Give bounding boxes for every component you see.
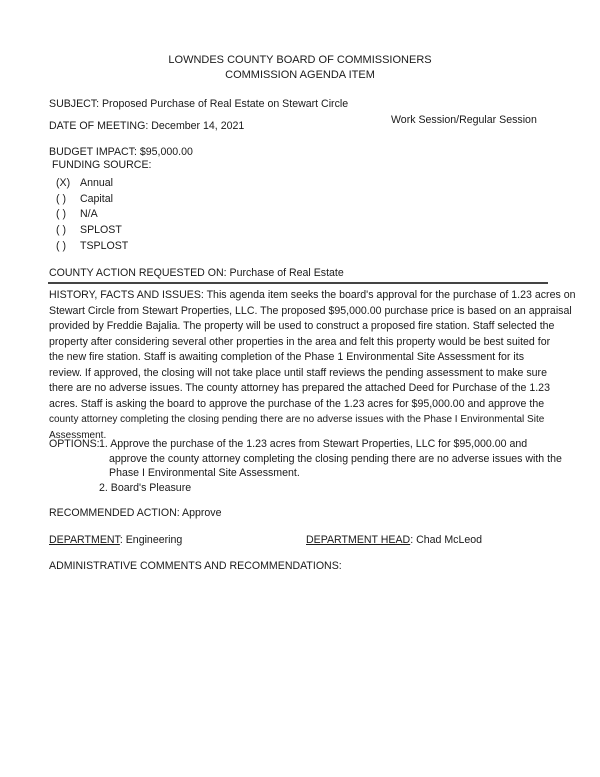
header-line-2: COMMISSION AGENDA ITEM xyxy=(225,69,375,81)
department-head-value: : Chad McLeod xyxy=(410,534,483,546)
department-head-label: DEPARTMENT HEAD xyxy=(306,534,411,546)
history-line: the new fire station. Staff is awaiting completion of the Phase 1 Environmental Site Assessment for its xyxy=(49,351,525,363)
funding-option-mark: ( ) xyxy=(56,224,66,237)
funding-option-label: Annual xyxy=(80,177,113,189)
history-line: there are no adverse issues. The county attorney has prepared the attached Deed for Purchase of the 1.23 xyxy=(49,382,550,394)
options-label: OPTIONS: xyxy=(49,438,100,450)
subject: SUBJECT: Proposed Purchase of Real Estate on Stewart Circle xyxy=(49,98,349,110)
budget-impact: BUDGET IMPACT: $95,000.00 xyxy=(49,146,193,158)
department-label: DEPARTMENT xyxy=(49,534,120,546)
option-line: approve the county attorney completing the closing pending there are no adverse issues with the xyxy=(109,452,562,465)
header-line-1: LOWNDES COUNTY BOARD OF COMMISSIONERS xyxy=(168,54,432,66)
funding-option-mark: ( ) xyxy=(56,239,66,252)
history-line: acres. Staff is asking the board to approve the purchase of the 1.23 acres for $95,000.00 and approve the xyxy=(49,397,545,410)
history-line: county attorney completing the closing pending there are no adverse issues with the Phase I Environmental Site xyxy=(49,414,545,425)
history-line: Stewart Circle from Stewart Properties, LLC. The proposed $95,000.00 purchase price is based on an appraisal xyxy=(49,304,572,317)
funding-option-label: TSPLOST xyxy=(80,239,129,252)
funding-source-label: FUNDING SOURCE: xyxy=(52,159,152,171)
funding-option-mark: (X) xyxy=(56,177,71,189)
recommended-action: RECOMMENDED ACTION: Approve xyxy=(49,507,222,519)
administrative-comments: ADMINISTRATIVE COMMENTS AND RECOMMENDATIONS: xyxy=(49,560,342,572)
funding-option-label: SPLOST xyxy=(80,224,122,237)
option-line: 2. Board's Pleasure xyxy=(99,481,192,494)
action-requested: COUNTY ACTION REQUESTED ON: Purchase of Real Estate xyxy=(49,267,344,279)
option-line: 1. Approve the purchase of the 1.23 acres from Stewart Properties, LLC for $95,000.00 and xyxy=(99,438,528,450)
history-line: property after considering several other properties in the area and felt this property would be best suited for xyxy=(49,335,551,348)
department-head xyxy=(306,534,482,547)
funding-option-label: N/A xyxy=(80,208,98,221)
divider xyxy=(48,282,548,284)
funding-option-mark: ( ) xyxy=(56,192,66,205)
funding-option-mark: ( ) xyxy=(56,208,66,221)
history-line: review. If approved, the closing will not take place until staff reviews the pending assessment to make sure xyxy=(49,366,547,379)
meeting-date: DATE OF MEETING: December 14, 2021 xyxy=(49,120,245,132)
department-value: : Engineering xyxy=(119,534,183,546)
department xyxy=(49,534,182,547)
funding-option-label: Capital xyxy=(80,192,113,205)
history-line: provided by Freddie Bajalia. The property will be used to construct a proposed fire station. Staff selected the xyxy=(49,320,555,332)
history-line: HISTORY, FACTS AND ISSUES: This agenda item seeks the board's approval for the purchase of 1.23 acres on xyxy=(49,289,576,301)
session-type: Work Session/Regular Session xyxy=(391,114,537,126)
history-line: Assessment. xyxy=(49,429,107,441)
option-line: Phase I Environmental Site Assessment. xyxy=(109,467,300,479)
